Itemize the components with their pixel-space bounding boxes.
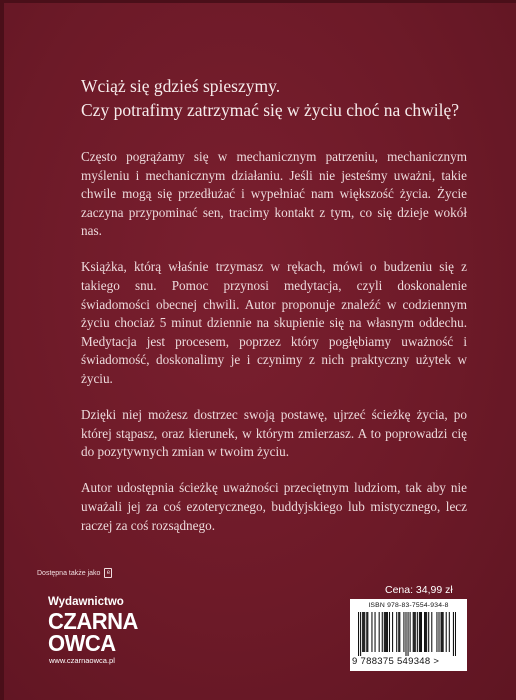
barcode-bar xyxy=(413,612,414,652)
barcode xyxy=(358,612,456,656)
barcode-bar xyxy=(362,612,363,652)
barcode-bar xyxy=(379,612,380,652)
barcode-bar xyxy=(386,612,387,652)
cover-edge-top xyxy=(0,0,516,3)
barcode-bar xyxy=(421,612,422,652)
barcode-bar xyxy=(375,612,376,652)
barcode-bar xyxy=(389,612,390,652)
cover-edge-left xyxy=(0,0,4,700)
barcode-bar xyxy=(408,612,409,656)
barcode-bar xyxy=(419,612,420,652)
barcode-bar xyxy=(453,612,454,656)
barcode-bar xyxy=(367,612,368,652)
barcode-bar xyxy=(403,612,404,652)
barcode-bar xyxy=(442,612,443,652)
isbn-label: ISBN 978-83-7554-934-8 xyxy=(368,602,449,609)
barcode-bar xyxy=(443,612,444,652)
barcode-bar xyxy=(384,612,385,652)
description xyxy=(81,148,467,553)
barcode-bar xyxy=(425,612,426,652)
publisher-logo xyxy=(48,607,167,657)
description-paragraph-4: Autor udostępnia ścieżkę uważności przeciętnym ludziom, tak aby nie uważali jej za coś ezoterycznego, buddyjskiego lub mistycznego, lecz raczej za coś rozsądnego. xyxy=(81,480,467,533)
barcode-bar xyxy=(387,612,388,652)
ebook-icon: e xyxy=(104,568,112,578)
barcode-bar xyxy=(382,612,383,652)
description-paragraph-2: Książka, którą właśnie trzymasz w rękach, mówi o budzeniu się z takiego snu. Pomoc przynosi medytacja, czyli doskonalenie świadomości obecnej chwili. Autor proponuje znaleźć w codziennym życiu chociaż 5 minut dziennie na skupienie się na własnym oddechu. Medytacja jest procesem, poprzez który pogłębiamy uważność i świadomość, doskonalimy je i czynimy z nich praktyczny użytek w życiu. xyxy=(81,259,467,387)
description-paragraph-1: Często pogrążamy się w mechanicznym patrzeniu, mechanicznym myśleniu i mechanicznym działaniu. Jeśli nie jesteśmy uważni, takie chwile mogą się przedłużać i wypełniać nam większość życia. Życie zaczyna przypominać sen, tracimy kontakt z tym, co się dzieje wokół nas. xyxy=(81,149,467,239)
barcode-bar xyxy=(371,612,372,652)
barcode-bar xyxy=(426,612,427,652)
barcode-bar xyxy=(436,612,437,652)
publisher-logo-line-1: CZARNA xyxy=(48,607,138,635)
barcode-bar xyxy=(428,612,429,652)
isbn-barcode-box xyxy=(350,599,467,671)
barcode-bar xyxy=(455,612,456,656)
barcode-bar xyxy=(364,612,365,652)
barcode-bar xyxy=(363,612,364,652)
publisher-block xyxy=(37,596,167,665)
barcode-bar xyxy=(392,612,393,652)
barcode-bar xyxy=(449,612,450,652)
price: Cena: 34,99 zł xyxy=(385,584,453,596)
barcode-bar xyxy=(410,612,411,652)
barcode-bar xyxy=(398,612,399,652)
barcode-bar xyxy=(424,612,425,652)
barcode-bar xyxy=(446,612,447,652)
barcode-bar xyxy=(415,612,416,652)
headline-line-2: Czy potrafimy zatrzymać się w życiu choć na chwilę? xyxy=(81,100,460,120)
barcode-bar xyxy=(417,612,418,652)
available-label: Dostępna także jako xyxy=(37,569,101,577)
headline-line-1: Wciąż się gdzieś spieszymy. xyxy=(81,76,281,96)
barcode-digits: 9 788375 549348 > xyxy=(352,656,440,667)
barcode-bar xyxy=(399,612,400,652)
barcode-bar xyxy=(420,612,421,652)
publisher-label: Wydawnictwo xyxy=(48,596,124,608)
barcode-bar xyxy=(405,612,406,656)
barcode-bar xyxy=(414,612,415,652)
barcode-bar xyxy=(431,612,432,652)
barcode-bar xyxy=(385,612,386,652)
barcode-bar xyxy=(441,612,442,652)
publisher-url: www.czarnaowca.pl xyxy=(49,656,115,665)
barcode-bar xyxy=(360,612,361,656)
available-also-as xyxy=(37,568,112,578)
description-paragraph-3: Dzięki niej możesz dostrzec swoją postawę, ujrzeć ścieżkę życia, po której stąpasz, oraz kierunek, w którym zmierzasz. A to poprowadzi cię do pozytywnych zmian w twoim życiu. xyxy=(81,407,467,460)
publisher-logo-line-2: OWCA xyxy=(48,629,116,657)
barcode-bar xyxy=(358,612,359,656)
barcode-bar xyxy=(366,612,367,652)
headline xyxy=(81,74,481,122)
barcode-bar xyxy=(396,612,397,652)
barcode-bar xyxy=(438,612,439,652)
